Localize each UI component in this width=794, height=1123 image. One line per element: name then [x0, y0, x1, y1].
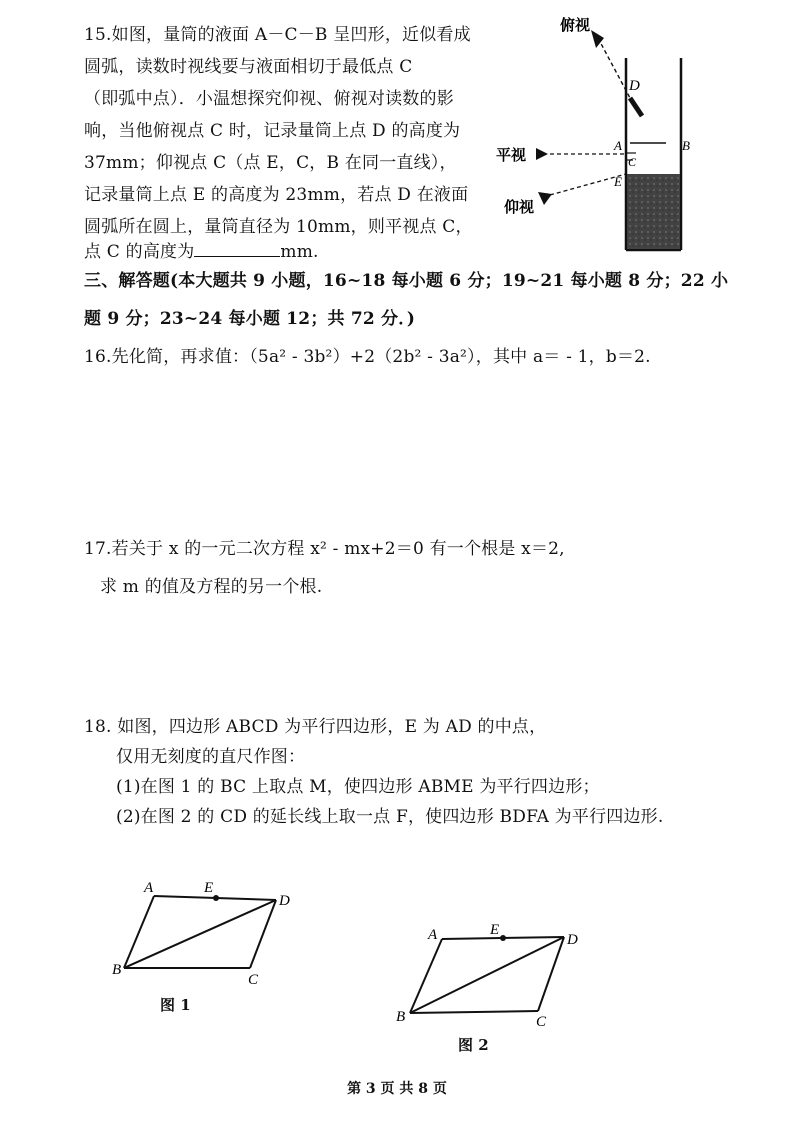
q17-line-2: 求 m 的值及方程的另一个根.: [100, 577, 323, 597]
q15-line-5: 37mm；仰视点 C（点 E，C，B 在同一直线），: [84, 153, 457, 173]
q15-line-1: 15.如图，量筒的液面 A－C－B 呈凹形，近似看成: [84, 25, 471, 45]
label-pingshi: 平视: [496, 148, 527, 164]
point-a-label: A: [614, 138, 622, 153]
fig2-side-ba: [410, 939, 442, 1013]
q15-line-8-text: 点 C 的高度为: [84, 242, 195, 262]
label-yangshi: 仰视: [504, 200, 535, 216]
fig2-label-d: D: [567, 932, 578, 948]
eye-icon-pingshi: [536, 148, 548, 160]
page-footer: 第 3 页 共 8 页: [347, 1081, 447, 1097]
q17-line-1: 17.若关于 x 的一元二次方程 x² - mx+2＝0 有一个根是 x＝2,: [84, 539, 565, 559]
answer-blank[interactable]: [194, 240, 280, 257]
point-e-label: E: [614, 174, 622, 189]
label-fushi: 俯视: [560, 18, 591, 34]
fig1-label-c: C: [248, 972, 259, 988]
q18-line-3: (1)在图 1 的 BC 上取点 M，使四边形 ABME 为平行四边形；: [116, 777, 600, 797]
fig1-label-d: D: [279, 893, 290, 909]
figure1-caption: 图 1: [160, 996, 191, 1014]
section3-line-1: 三、解答题(本大题共 9 小题，16~18 每小题 6 分；19~21 每小题 8 分；22 小: [84, 271, 729, 291]
fig1-label-a: A: [144, 880, 154, 896]
fig1-label-e: E: [204, 880, 214, 896]
q15-line-6: 记录量筒上点 E 的高度为 23mm，若点 D 在液面: [84, 185, 469, 205]
fig2-label-e: E: [490, 922, 500, 938]
parallelogram-figure-2: [390, 915, 610, 1035]
fig2-point-e: [500, 935, 506, 941]
q15-line-4: 响，当他俯视点 C 时，记录量筒上点 D 的高度为: [84, 121, 461, 141]
fig1-label-b: B: [112, 962, 122, 978]
q18-line-1: 18. 如图，四边形 ABCD 为平行四边形，E 为 AD 的中点，: [84, 717, 547, 737]
parallelogram-figure-1: [100, 870, 320, 1000]
fig1-point-e: [213, 895, 219, 901]
fig2-label-b: B: [396, 1009, 406, 1025]
q16-text: 16.先化简，再求值：（5a² - 3b²）+2（2b² - 3a²），其中 a＝ - 1，b＝2.: [84, 347, 651, 367]
q18-line-2: 仅用无刻度的直尺作图：: [116, 747, 306, 767]
q15-unit: mm.: [280, 242, 319, 262]
point-d-label: D: [629, 78, 640, 94]
q15-line-2: 圆弧，读数时视线要与液面相切于最低点 C: [84, 57, 413, 77]
figure2-caption: 图 2: [458, 1036, 489, 1054]
q15-line-3: （即弧中点）．小温想探究仰视、俯视对读数的影: [84, 89, 454, 109]
q15-line-8: [84, 240, 319, 263]
fushi-arrow-arm: [630, 98, 642, 116]
q15-line-7: 圆弧所在圆上，量筒直径为 10mm，则平视点 C，: [84, 217, 473, 237]
graduated-cylinder-figure: [490, 8, 710, 258]
fig2-label-a: A: [428, 927, 438, 943]
q18-line-4: (2)在图 2 的 CD 的延长线上取一点 F，使四边形 BDFA 为平行四边形.: [116, 807, 664, 827]
point-b-label: B: [682, 138, 690, 153]
section3-line-2: 题 9 分；23~24 每小题 12；共 72 分．): [84, 309, 416, 329]
point-c-label: C: [628, 155, 637, 169]
fig2-label-c: C: [536, 1014, 547, 1030]
eye-icon-yangshi: [538, 192, 552, 205]
fig2-side-cb: [410, 1011, 538, 1013]
